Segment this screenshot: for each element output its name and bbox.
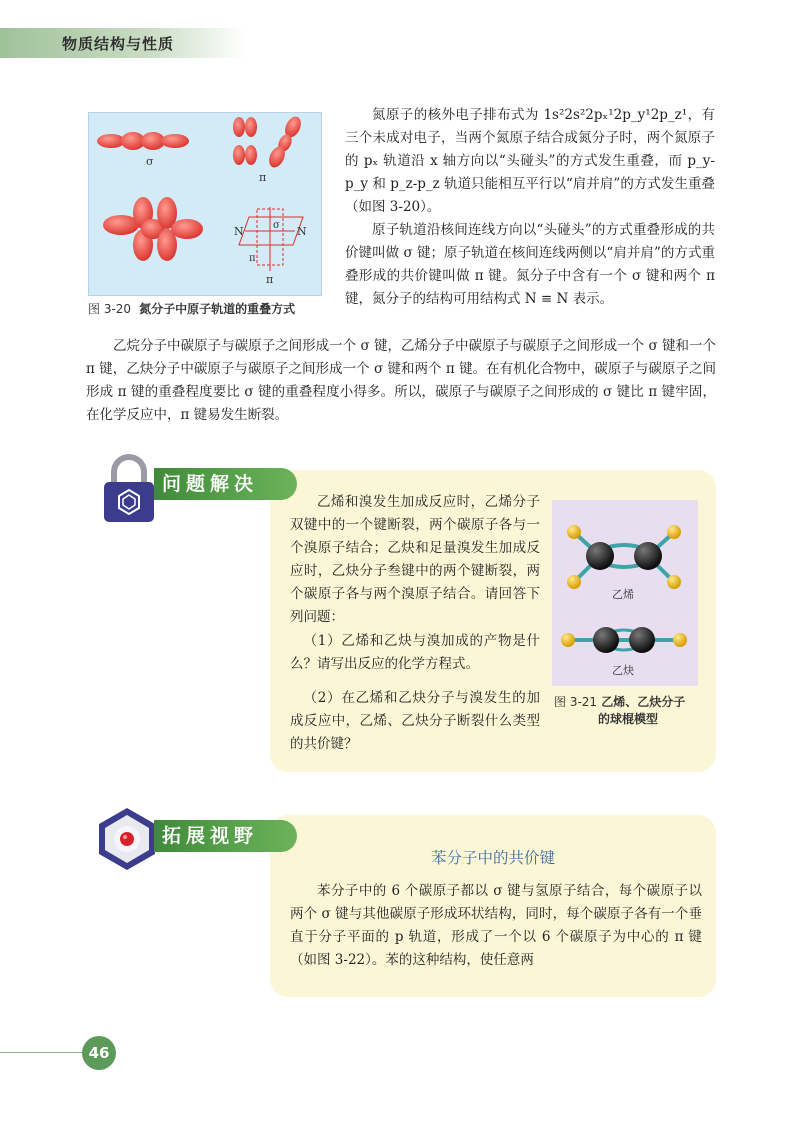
paragraph-sigma-pi-definition: 原子轨道沿核间连线方向以“头碰头”的方式重叠形成的共价键叫做 σ 键；原子轨道在核间连线两侧以“肩并肩”的方式重叠形成的共价键叫做 π 键。氮分子中含有一个 σ 键和两个 π 键，氮分子的结构可用结构式 N ≡ N 表示。 [345, 222, 715, 307]
figure-3-21-caption-line2: 的球棍模型 [598, 712, 659, 726]
hexagon-target-icon [94, 806, 160, 872]
chapter-title: 物质结构与性质 [62, 35, 175, 53]
paragraph-nitrogen-config: 氮原子的核外电子排布式为 1s²2s²2pₓ¹2p_y¹2p_z¹，有三个未成对电子，当两个氮原子结合成氮分子时，两个氮原子的 pₓ 轨道沿 x 轴方向以“头碰头”的方式发生重叠，而 p_y-p_y 和 p_z-p_z 轨道只能相互平行以“肩并肩”的方式发生重叠（如图 3-20）。 [345, 107, 715, 215]
pi-label: π [259, 171, 267, 184]
orbital-overlap-diagram [89, 113, 321, 295]
ball-and-stick-models [552, 500, 698, 686]
pi-bottom-label: π [266, 273, 274, 286]
ethene-model [567, 525, 681, 589]
extension-text: 苯分子中的 6 个碳原子都以 σ 键与氢原子结合，每个碳原子以两个 σ 键与其他碳原子形成环状结构，同时，每个碳原子各有一个垂直于分子平面的 p 轨道，形成了一个以 6 个碳原子为中心的 π 键（如图 3-22）。苯的这种结构，使任意两 [290, 883, 702, 968]
figure-number: 图 3-20 [88, 302, 132, 316]
sigma-label: σ [146, 155, 154, 168]
extension-tag: 拓展视野 [154, 820, 297, 852]
n-left-label: N [234, 225, 244, 238]
figure-3-20-caption [88, 300, 295, 317]
figure-3-21-number: 图 3-21 [554, 695, 598, 709]
pi-overlap-orbitals [233, 114, 304, 170]
ethyne-model [561, 627, 687, 653]
page-number-line [0, 1052, 84, 1053]
lock-icon [100, 452, 158, 524]
ethyne-label: 乙炔 [612, 664, 634, 677]
ethene-label: 乙烯 [612, 588, 634, 601]
combined-overlap-orbitals [103, 197, 203, 261]
figure-caption-text: 氮分子中原子轨道的重叠方式 [139, 302, 296, 316]
page-number: 46 [82, 1036, 116, 1070]
paragraph-ethane-ethene-ethyne: 乙烷分子中碳原子与碳原子之间形成一个 σ 键，乙烯分子中碳原子与碳原子之间形成一个 σ 键和一个 π 键，乙炔分子中碳原子与碳原子之间形成一个 σ 键和两个 π 键。在有机化合物中，碳原子与碳原子之间形成 π 键的重叠程度要比 σ 键的重叠程度小得多。所以，碳原子与碳原子之间形成的 σ 键比 π 键牢固，在化学反应中，π 键易发生断裂。 [86, 338, 716, 423]
figure-3-21-caption-line1: 乙烯、乙炔分子 [601, 695, 686, 709]
figure-3-21-caption [554, 694, 704, 728]
figure-3-20 [88, 112, 322, 296]
sigma-overlap-orbitals [97, 132, 189, 150]
problem-question-2: （2）在乙烯和乙炔分子与溴发生的加成反应中，乙烯、乙炔分子断裂什么类型的共价键？ [290, 690, 540, 752]
problem-solving-tag: 问题解决 [154, 468, 297, 500]
sigma-inner-label: σ [273, 220, 280, 231]
figure-3-21 [552, 500, 698, 686]
problem-question-1: （1）乙烯和乙炔与溴加成的产物是什么？请写出反应的化学方程式。 [290, 633, 540, 672]
extension-title: 苯分子中的共价键 [430, 849, 555, 867]
n-right-label: N [297, 225, 307, 238]
pi-inner-label: π [249, 253, 256, 264]
problem-intro-text: 乙烯和溴发生加成反应时，乙烯分子双键中的一个键断裂，两个碳原子各与一个溴原子结合；乙炔和足量溴发生加成反应时，乙炔分子叁键中的两个键断裂，两个碳原子各与两个溴原子结合。请回答下列问题： [290, 494, 540, 625]
